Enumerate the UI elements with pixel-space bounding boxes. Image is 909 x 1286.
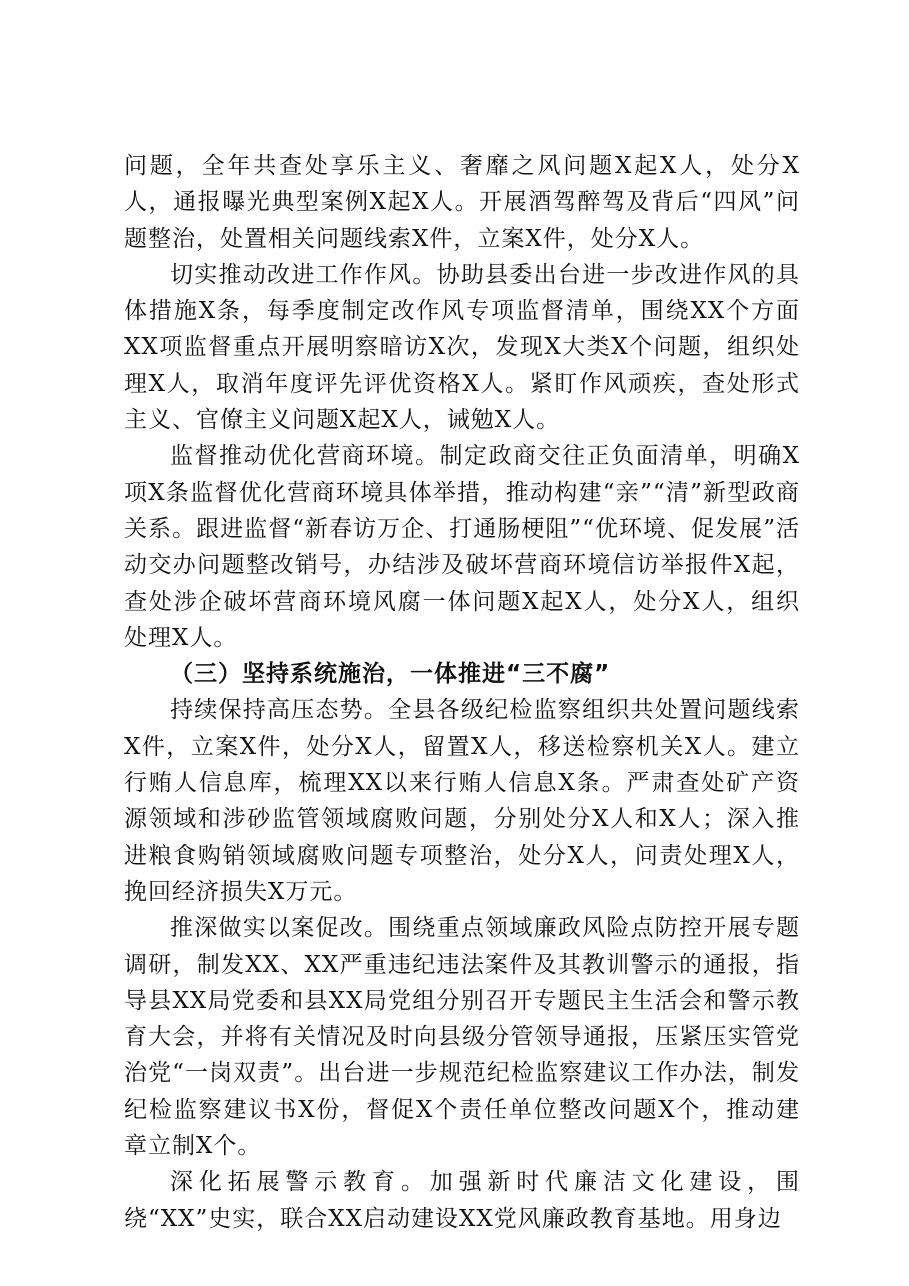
- paragraph-business-environment: 监督推动优化营商环境。制定政商交往正负面清单，明确X项X条监督优化营商环境具体举措，推动构建“亲”“清”新型政商关系。跟进监督“新春访万企、打通肠梗阻”“优环境、促发展”活动交办问题整改销号，办结涉及破坏营商环境信访举报件X起，查处涉企破坏营商环境风腐一体问题X起X人，处分X人，组织处理X人。: [124, 443, 800, 651]
- paragraph-continuation: 问题，全年共查处享乐主义、奢靡之风问题X起X人，处分X人，通报曝光典型案例X起X人。开展酒驾醉驾及背后“四风”问题整治，处置相关问题线索X件，立案X件，处分X人。: [124, 153, 800, 252]
- section-heading: （三）坚持系统施治，一体推进“三不腐”: [170, 661, 611, 688]
- paragraph-warning-education: 深化拓展警示教育。加强新时代廉洁文化建设，围绕“XX”史实，联合XX启动建设XX党风廉政教育基地。用身边: [124, 1169, 800, 1232]
- paragraph-work-style: 切实推动改进工作作风。协助县委出台进一步改进作风的具体措施X条，每季度制定改作风专项监督清单，围绕XX个方面XX项监督重点开展明察暗访X次，发现X大类X个问题，组织处理X人，取消年度评先评优资格X人。紧盯作风顽疾，查处形式主义、官僚主义问题X起X人，诫勉X人。: [124, 261, 800, 434]
- paragraph-case-reform: 推深做实以案促改。围绕重点领域廉政风险点防控开展专题调研，制发XX、XX严重违纪违法案件及其教训警示的通报，指导县XX局党委和县XX局党组分别召开专题民主生活会和警示教育大会，并将有关情况及时向县级分管领导通报，压紧压实管党治党“一岗双责”。出台进一步规范纪检监察建议工作办法，制发纪检监察建议书X份，督促X个责任单位整改问题X个，推动建章立制X个。: [124, 915, 800, 1160]
- document-body: [124, 148, 800, 1237]
- paragraph-high-pressure: 持续保持高压态势。全县各级纪检监察组织共处置问题线索X件，立案X件，处分X人，留置X人，移送检察机关X人。建立行贿人信息库，梳理XX以来行贿人信息X条。严肃查处矿产资源领域和涉砂监管领域腐败问题，分别处分X人和X人；深入推进粮食购销领域腐败问题专项整治，处分X人，问责处理X人，挽回经济损失X万元。: [124, 697, 800, 905]
